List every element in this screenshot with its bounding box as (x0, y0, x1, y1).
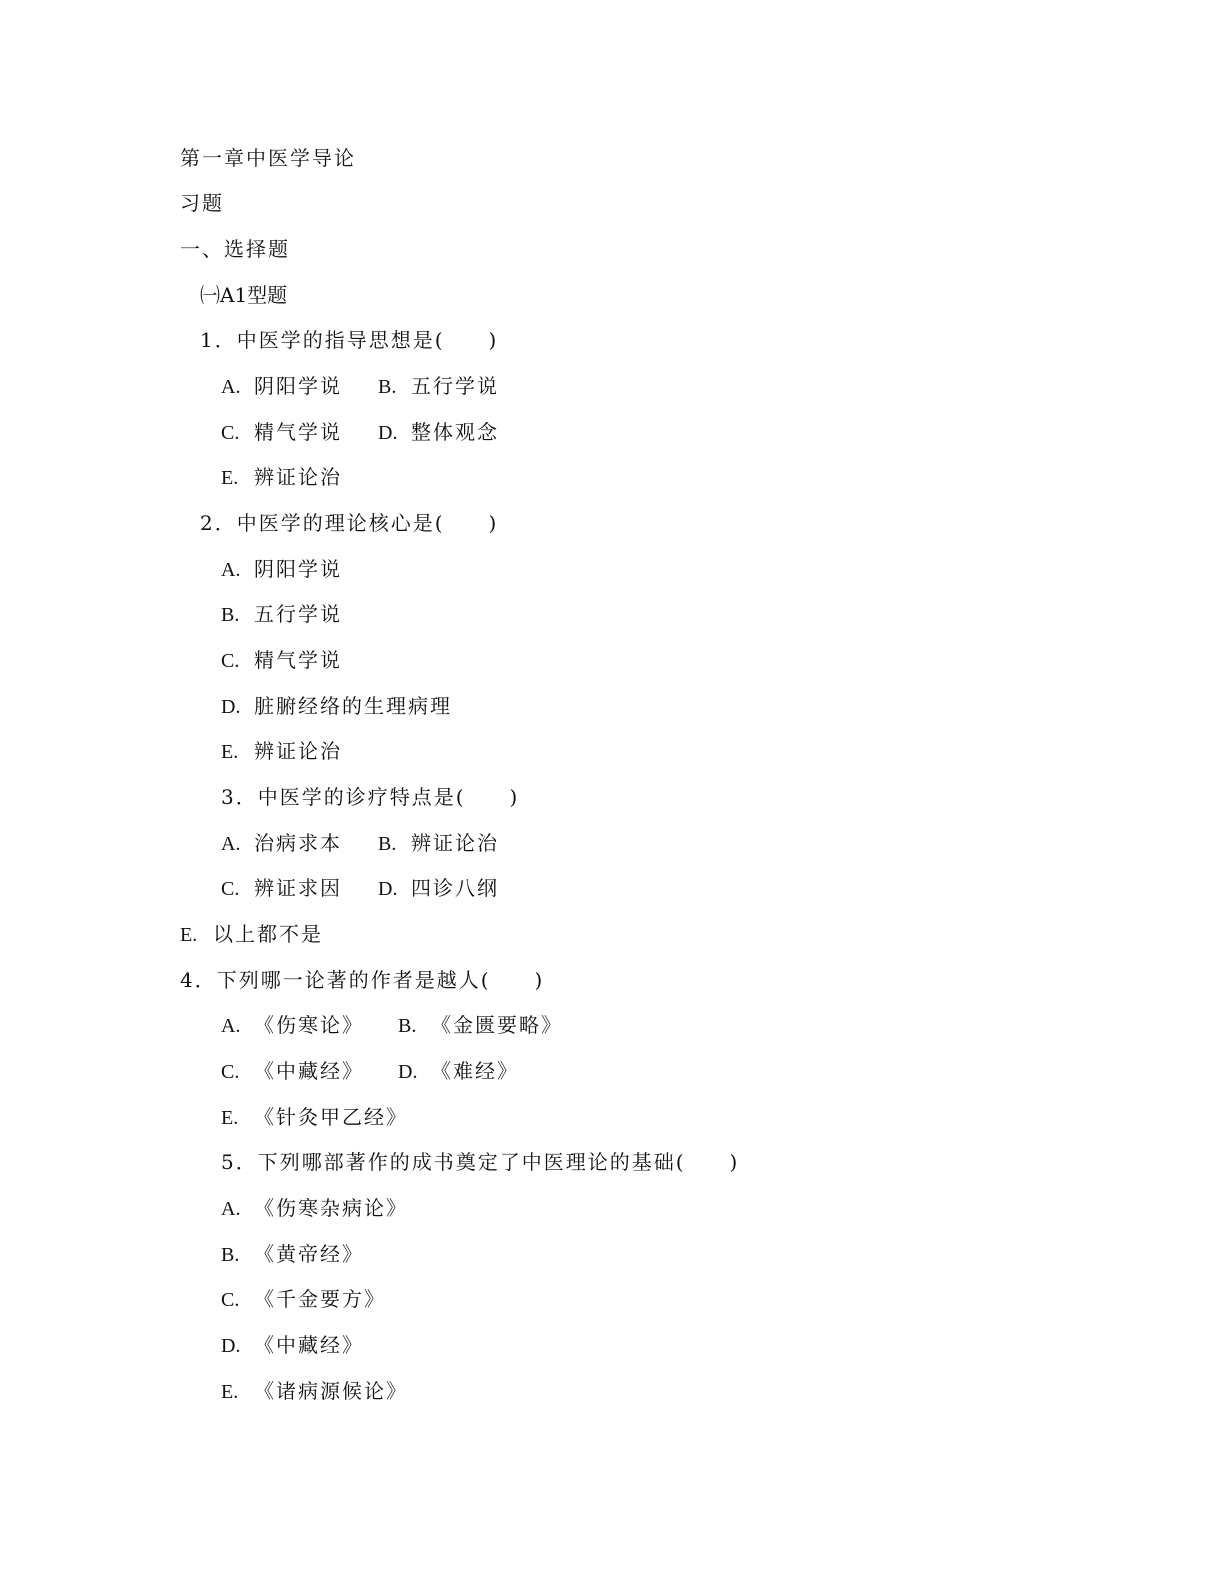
option-letter: A. (221, 376, 241, 398)
part-one-heading: 一、选择题 (180, 237, 290, 261)
question-1-option-b (378, 374, 499, 399)
option-text: 《千金要方》 (254, 1287, 386, 1311)
question-2-option-e (221, 739, 342, 764)
option-text: 阴阳学说 (254, 557, 342, 581)
question-4-stem: 4．下列哪一论著的作者是越人( ) (180, 968, 545, 992)
option-letter: A. (221, 833, 241, 855)
option-letter: E. (221, 741, 239, 763)
option-text: 辨证求因 (254, 876, 342, 900)
option-text: 《伤寒论》 (254, 1013, 364, 1037)
option-letter: A. (221, 559, 241, 581)
question-1-option-c (221, 420, 342, 445)
option-letter: B. (378, 376, 397, 398)
question-2-option-c (221, 648, 342, 673)
question-1-stem: 1．中医学的指导思想是( ) (200, 328, 499, 352)
option-text: 治病求本 (254, 831, 342, 855)
option-letter: D. (398, 1061, 418, 1083)
option-letter: E. (180, 924, 198, 946)
question-4-option-a (221, 1013, 364, 1038)
subsection-a1-heading: ㈠A1型题 (200, 283, 288, 307)
question-4-option-d (398, 1059, 519, 1084)
question-3-option-c (221, 876, 342, 901)
option-text: 四诊八纲 (411, 876, 499, 900)
option-text: 《中藏经》 (254, 1333, 364, 1357)
option-text: 脏腑经络的生理病理 (254, 694, 452, 718)
option-text: 精气学说 (254, 648, 342, 672)
question-3-option-a (221, 831, 342, 856)
option-text: 《黄帝经》 (254, 1242, 364, 1266)
question-1-option-d (378, 420, 499, 445)
section-exercises: 习题 (180, 191, 224, 215)
option-text: 辨证论治 (254, 465, 342, 489)
question-5-option-e (221, 1379, 408, 1404)
option-text: 整体观念 (411, 420, 499, 444)
option-letter: C. (221, 1061, 240, 1083)
question-4-option-c (221, 1059, 364, 1084)
option-letter: A. (221, 1015, 241, 1037)
option-text: 五行学说 (254, 602, 342, 626)
question-1-option-e (221, 465, 342, 490)
option-text: 以上都不是 (213, 922, 323, 946)
option-letter: D. (221, 696, 241, 718)
question-4-option-e (221, 1105, 408, 1130)
question-5-option-d (221, 1333, 364, 1358)
option-letter: B. (221, 1244, 240, 1266)
question-1-option-a (221, 374, 342, 399)
option-letter: E. (221, 467, 239, 489)
option-text: 辨证论治 (411, 831, 499, 855)
option-letter: C. (221, 422, 240, 444)
option-text: 《伤寒杂病论》 (254, 1196, 408, 1220)
option-letter: B. (398, 1015, 417, 1037)
option-letter: B. (221, 604, 240, 626)
option-letter: D. (221, 1335, 241, 1357)
option-letter: C. (221, 650, 240, 672)
question-4-option-b (398, 1013, 563, 1038)
option-letter: D. (378, 878, 398, 900)
option-text: 阴阳学说 (254, 374, 342, 398)
option-letter: C. (221, 1289, 240, 1311)
option-text: 《难经》 (431, 1059, 519, 1083)
question-5-option-a (221, 1196, 408, 1221)
option-text: 辨证论治 (254, 739, 342, 763)
option-text: 精气学说 (254, 420, 342, 444)
chapter-title: 第一章中医学导论 (180, 146, 356, 170)
question-5-stem: 5．下列哪部著作的成书奠定了中医理论的基础( ) (221, 1150, 740, 1174)
option-letter: B. (378, 833, 397, 855)
question-3-option-d (378, 876, 499, 901)
question-5-option-c (221, 1287, 386, 1312)
option-text: 《中藏经》 (254, 1059, 364, 1083)
question-2-option-b (221, 602, 342, 627)
option-text: 五行学说 (411, 374, 499, 398)
option-letter: E. (221, 1381, 239, 1403)
option-letter: C. (221, 878, 240, 900)
option-text: 《诸病源候论》 (254, 1379, 408, 1403)
option-text: 《针灸甲乙经》 (254, 1105, 408, 1129)
question-5-option-b (221, 1242, 364, 1267)
question-3-option-b (378, 831, 499, 856)
question-3-option-e (180, 922, 323, 947)
option-letter: E. (221, 1107, 239, 1129)
question-2-option-d (221, 694, 452, 719)
option-letter: A. (221, 1198, 241, 1220)
question-2-stem: 2．中医学的理论核心是( ) (200, 511, 499, 535)
question-2-option-a (221, 557, 342, 582)
option-text: 《金匮要略》 (431, 1013, 563, 1037)
question-3-stem: 3．中医学的诊疗特点是( ) (221, 785, 520, 809)
option-letter: D. (378, 422, 398, 444)
